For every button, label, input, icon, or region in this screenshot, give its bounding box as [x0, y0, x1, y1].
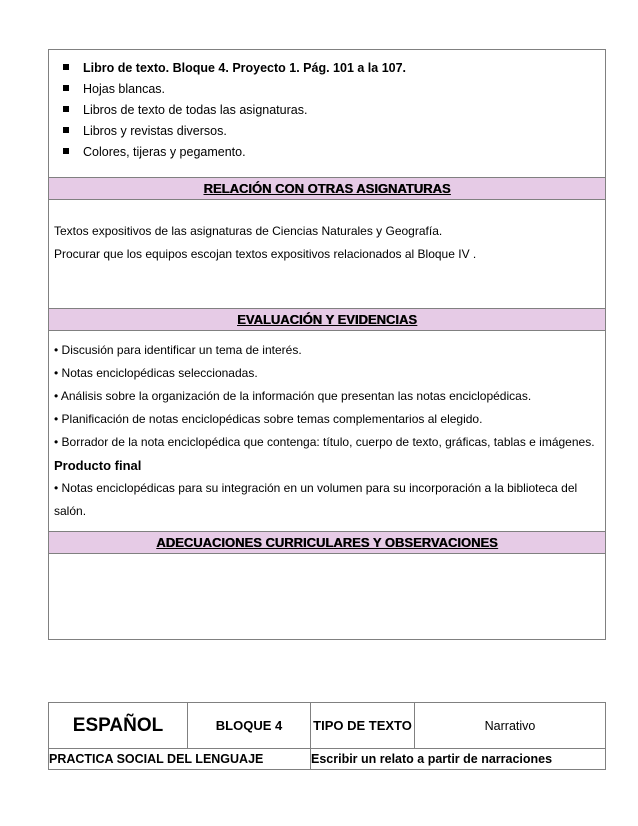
planning-table: [48, 49, 606, 640]
evidencia-item: • Análisis sobre la organización de la información que presentan las notas enciclopédicas.: [54, 389, 532, 403]
subject-title: ESPAÑOL: [49, 703, 188, 749]
relacion-body: [49, 200, 606, 309]
evaluacion-body: [49, 331, 606, 532]
relacion-line: Procurar que los equipos escojan textos expositivos relacionados al Bloque IV .: [54, 247, 477, 261]
material-item: Colores, tijeras y pegamento.: [63, 142, 605, 163]
material-item: Hojas blancas.: [63, 79, 605, 100]
relacion-line: Textos expositivos de las asignaturas de Ciencias Naturales y Geografía.: [54, 224, 443, 238]
materials-list: [49, 50, 605, 177]
adecuaciones-body: [49, 554, 606, 640]
bloque-label: BLOQUE 4: [188, 703, 311, 749]
tipo-texto-value: Narrativo: [415, 703, 606, 749]
materials-cell: [49, 50, 606, 178]
evidencia-item: • Borrador de la nota enciclopédica que contenga: título, cuerpo de texto, gráficas, tablas e imágenes.: [54, 435, 595, 449]
subject-header-table: [48, 702, 606, 770]
adecuaciones-header: ADECUACIONES CURRICULARES Y OBSERVACIONES: [49, 532, 606, 554]
square-bullet-icon: [63, 148, 69, 154]
evidencia-item: • Notas enciclopédicas seleccionadas.: [54, 366, 258, 380]
tipo-texto-label: TIPO DE TEXTO: [311, 703, 415, 749]
evidencia-item: • Planificación de notas enciclopédicas sobre temas complementarios al elegido.: [54, 412, 483, 426]
producto-final-label: Producto final: [54, 458, 142, 473]
material-item: Libros y revistas diversos.: [63, 121, 605, 142]
square-bullet-icon: [63, 64, 69, 70]
square-bullet-icon: [63, 85, 69, 91]
relacion-header: RELACIÓN CON OTRAS ASIGNATURAS: [49, 178, 606, 200]
material-item: Libros de texto de todas las asignaturas.: [63, 100, 605, 121]
evaluacion-header: EVALUACIÓN Y EVIDENCIAS: [49, 309, 606, 331]
square-bullet-icon: [63, 106, 69, 112]
evidencia-item: • Discusión para identificar un tema de interés.: [54, 343, 302, 357]
practica-social-label: PRACTICA SOCIAL DEL LENGUAJE: [49, 749, 311, 770]
producto-final-text: • Notas enciclopédicas para su integración en un volumen para su incorporación a la biblioteca del salón.: [54, 481, 578, 518]
square-bullet-icon: [63, 127, 69, 133]
material-item: Libro de texto. Bloque 4. Proyecto 1. Pág. 101 a la 107.: [63, 58, 605, 79]
practica-social-value: Escribir un relato a partir de narraciones: [311, 749, 606, 770]
